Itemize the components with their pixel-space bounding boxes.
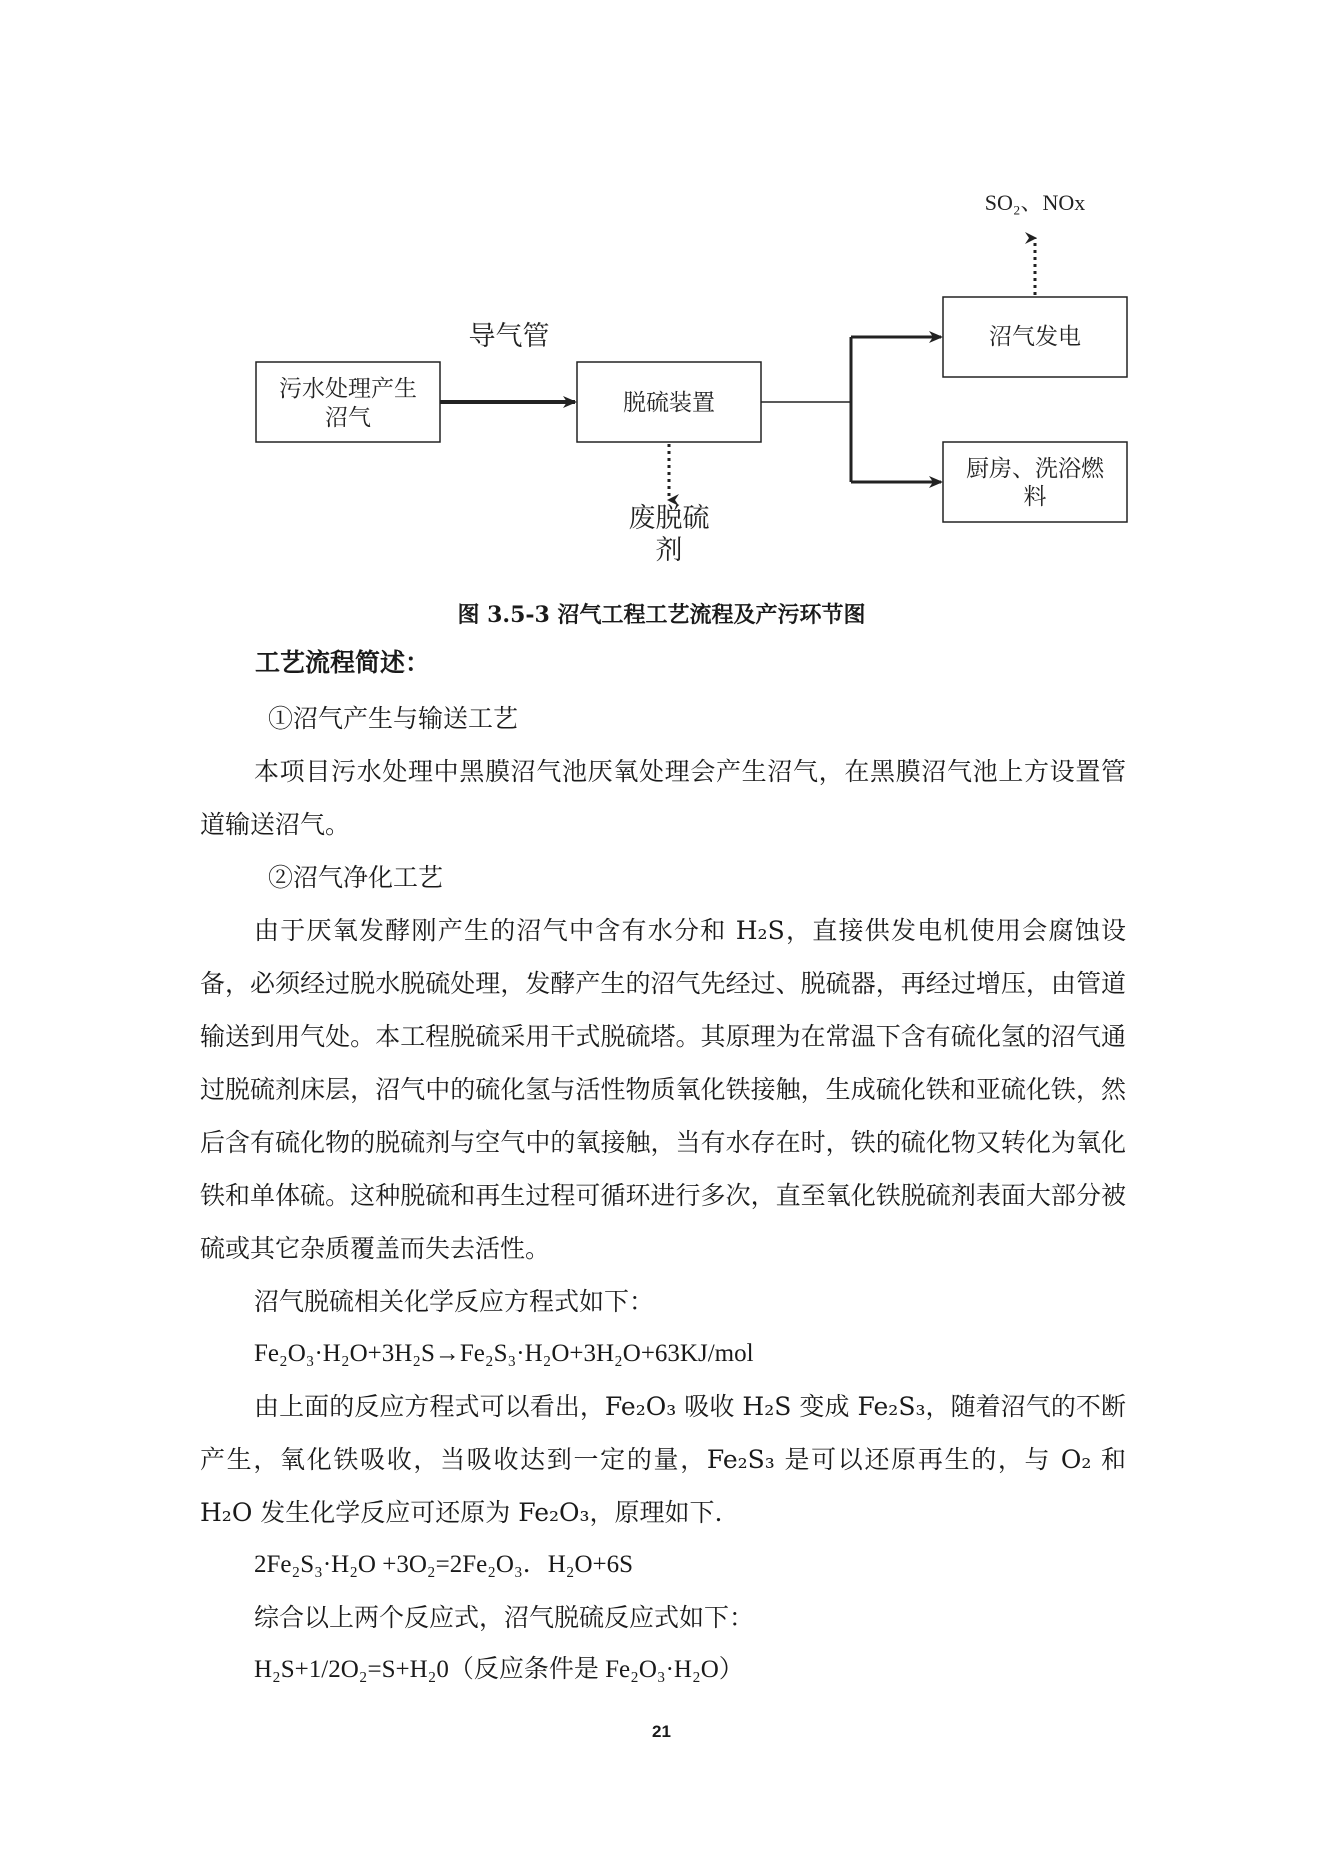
waste-label-line-2: 剂: [655, 535, 683, 566]
paragraph-5: 综合以上两个反应式，沼气脱硫反应式如下：: [254, 1603, 755, 1632]
paragraph-2: 由于厌氧发酵刚产生的沼气中含有水分和 H₂S，直接供发电机使用会腐蚀设备，必须经过脱水脱硫处理，发酵产生的沼气先经过、脱硫器，再经过增压，由管道输送到用气处。本工程脱硫采用干式脱硫塔。其原理为在常温下含有硫化氢的沼气通过脱硫剂床层，沼气中的硫化氢与活性物质氧化铁接触，生成硫化铁和亚硫化铁，然后含有硫化物的脱硫剂与空气中的氧接触，当有水存在时，铁的硫化物又转化为氧化铁和单体硫。这种脱硫和再生过程可循环进行多次，直至氧化铁脱硫剂表面大部分被硫或其它杂质覆盖而失去活性。: [200, 916, 1126, 1263]
pipe-label: 导气管: [468, 321, 550, 352]
process-flow-diagram: [0, 0, 1323, 590]
source-box-line-2: 沼气: [325, 405, 371, 431]
kitchen-box: [943, 442, 1127, 522]
equation-1: Fe₂O₃·H₂O+3H₂S→Fe₂S₃·H₂O+3H₂O+63KJ/mol: [254, 1340, 754, 1367]
subheading-1: ①沼气产生与输送工艺: [268, 704, 519, 733]
source-box-line-1: 污水处理产生: [279, 376, 417, 402]
kitchen-box-line-2: 料: [1023, 484, 1047, 510]
equation-3: H₂S+1/2O₂=S+H₂0（反应条件是 Fe₂O₃·H₂O）: [254, 1656, 744, 1683]
section-title: 工艺流程简述：: [255, 648, 431, 677]
paragraph-4: 由上面的反应方程式可以看出，Fe₂O₃ 吸收 H₂S 变成 Fe₂S₃，随着沼气的不断产生，氧化铁吸收，当吸收达到一定的量，Fe₂S₃ 是可以还原再生的，与 O₂ 和 H₂O 发生化学反应可还原为 Fe₂O₃，原理如下.: [200, 1392, 1126, 1527]
paragraph-3: 沼气脱硫相关化学反应方程式如下：: [254, 1287, 655, 1316]
desulfurizer-box-label: 脱硫装置: [623, 390, 715, 416]
power-box-label: 沼气发电: [989, 324, 1081, 350]
subheading-2: ②沼气净化工艺: [268, 863, 444, 892]
paragraph-1: 本项目污水处理中黑膜沼气池厌氧处理会产生沼气，在黑膜沼气池上方设置管道输送沼气。: [200, 757, 1126, 839]
waste-label-line-1: 废脱硫: [628, 503, 710, 534]
equation-2: 2Fe₂S₃·H₂O +3O₂=2Fe₂O₃．H₂O+6S: [254, 1551, 634, 1578]
document-body: [200, 640, 1126, 1696]
page-number: 21: [652, 1722, 671, 1741]
emission-label: SO₂、NOx: [984, 190, 1086, 215]
figure-caption: 图 3.5-3 沼气工程工艺流程及产污环节图: [457, 602, 866, 628]
kitchen-box-line-1: 厨房、洗浴燃: [966, 456, 1104, 482]
